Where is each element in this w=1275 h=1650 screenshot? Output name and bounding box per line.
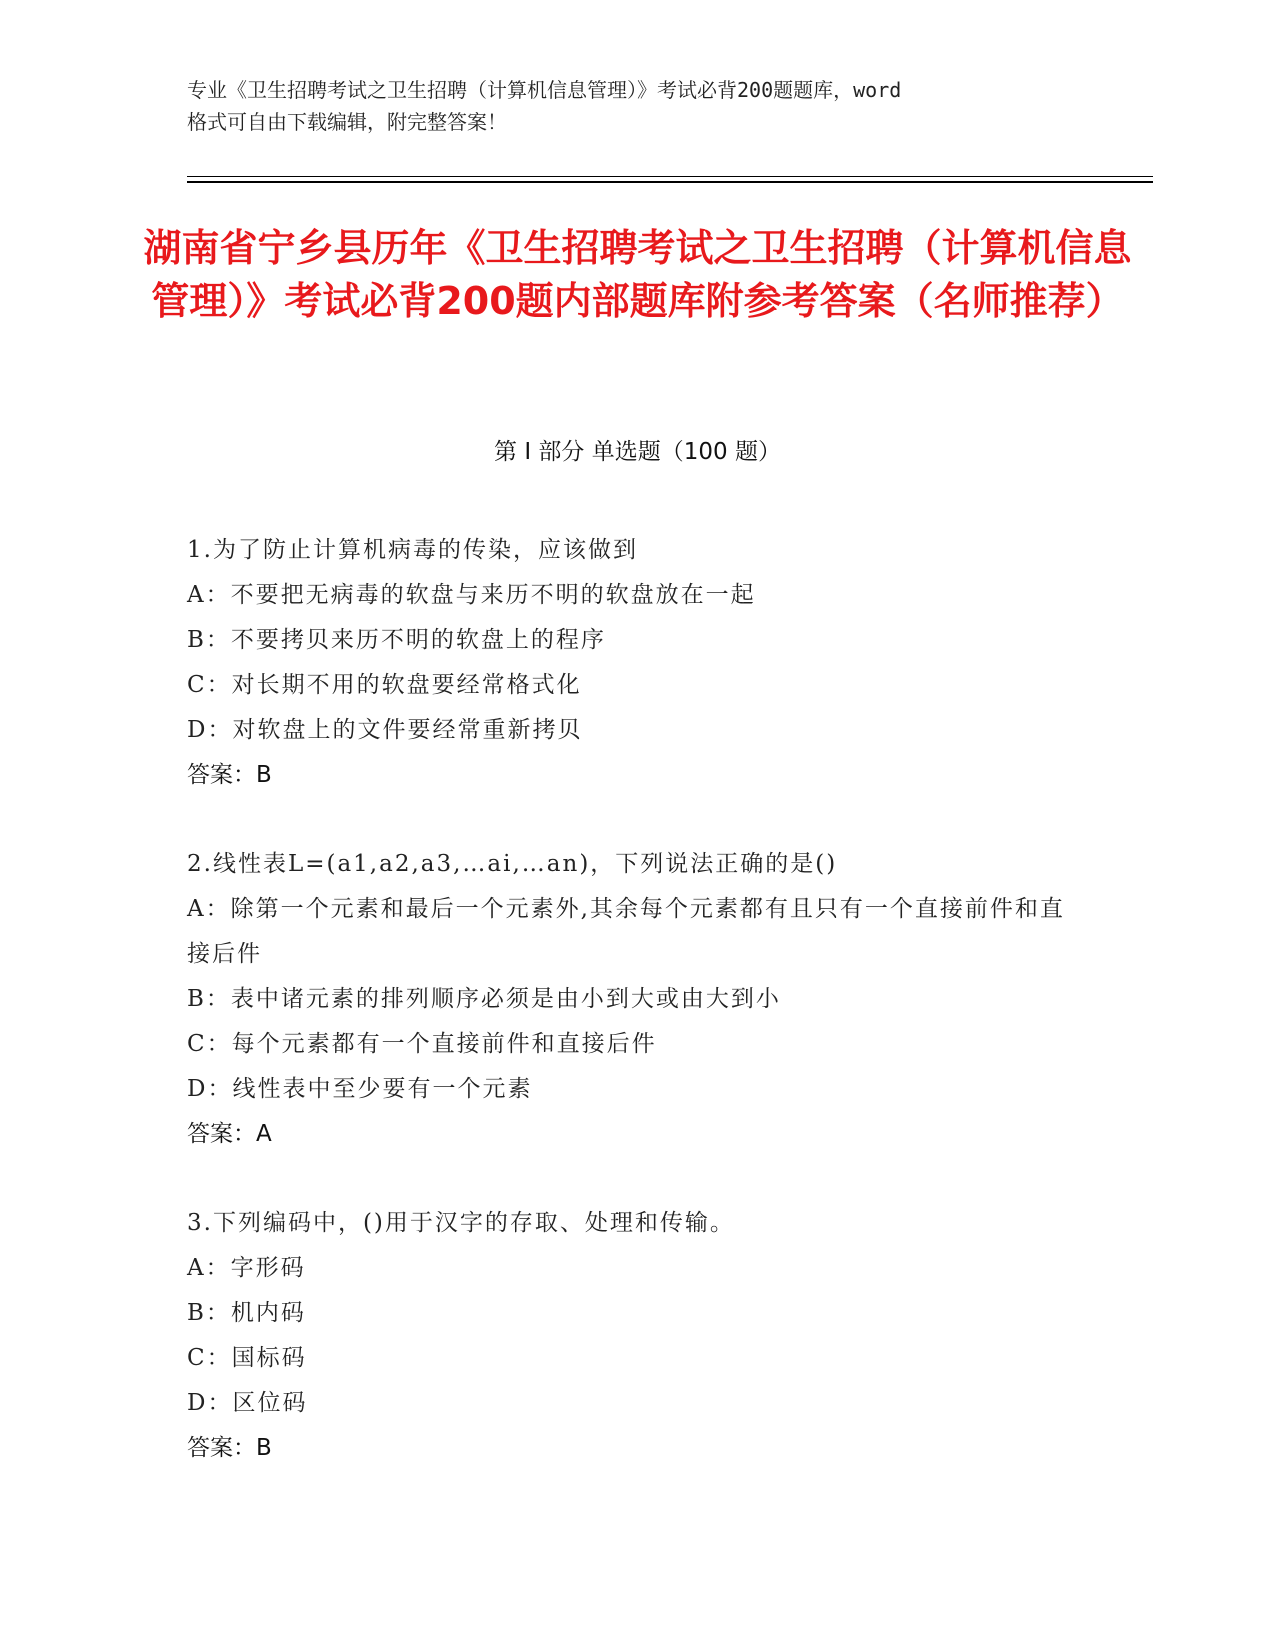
- option-c: C：每个元素都有一个直接前件和直接后件: [187, 1031, 657, 1057]
- option-b: B：不要拷贝来历不明的软盘上的程序: [187, 627, 606, 653]
- option-d: D：对软盘上的文件要经常重新拷贝: [187, 717, 583, 743]
- option-a: A：字形码: [187, 1255, 306, 1281]
- question-stem: 1.为了防止计算机病毒的传染，应该做到: [187, 537, 638, 563]
- question-2: [187, 842, 1067, 1157]
- question-stem: 3.下列编码中，()用于汉字的存取、处理和传输。: [187, 1210, 735, 1236]
- header-divider-thin: [187, 176, 1153, 177]
- option-a: A：除第一个元素和最后一个元素外,其余每个元素都有且只有一个直接前件和直接后件: [187, 896, 1065, 967]
- question-3: [187, 1201, 1067, 1471]
- header-note: 专业《卫生招聘考试之卫生招聘（计算机信息管理）》考试必背200题题库，word 格式可自由下载编辑，附完整答案！: [187, 78, 902, 134]
- option-b: B：表中诸元素的排列顺序必须是由小到大或由大到小: [187, 986, 781, 1012]
- option-c: C：国标码: [187, 1345, 307, 1371]
- section-title: 第 I 部分 单选题（100 题）: [494, 439, 781, 465]
- question-stem: 2.线性表L=(a1,a2,a3,…ai,…an)，下列说法正确的是(): [187, 851, 838, 877]
- option-c: C：对长期不用的软盘要经常格式化: [187, 672, 582, 698]
- question-list: [187, 528, 1067, 1515]
- answer: 答案：B: [187, 762, 272, 788]
- question-1: [187, 528, 1067, 798]
- answer: 答案：B: [187, 1435, 272, 1461]
- option-d: D：线性表中至少要有一个元素: [187, 1076, 533, 1102]
- document-title: 湖南省宁乡县历年《卫生招聘考试之卫生招聘（计算机信息管理）》考试必背200题内部题库附参考答案（名师推荐）: [143, 226, 1132, 323]
- header-divider-thick: [187, 181, 1153, 183]
- answer: 答案：A: [187, 1121, 272, 1147]
- option-d: D：区位码: [187, 1390, 308, 1416]
- option-b: B：机内码: [187, 1300, 306, 1326]
- option-a: A：不要把无病毒的软盘与来历不明的软盘放在一起: [187, 582, 756, 608]
